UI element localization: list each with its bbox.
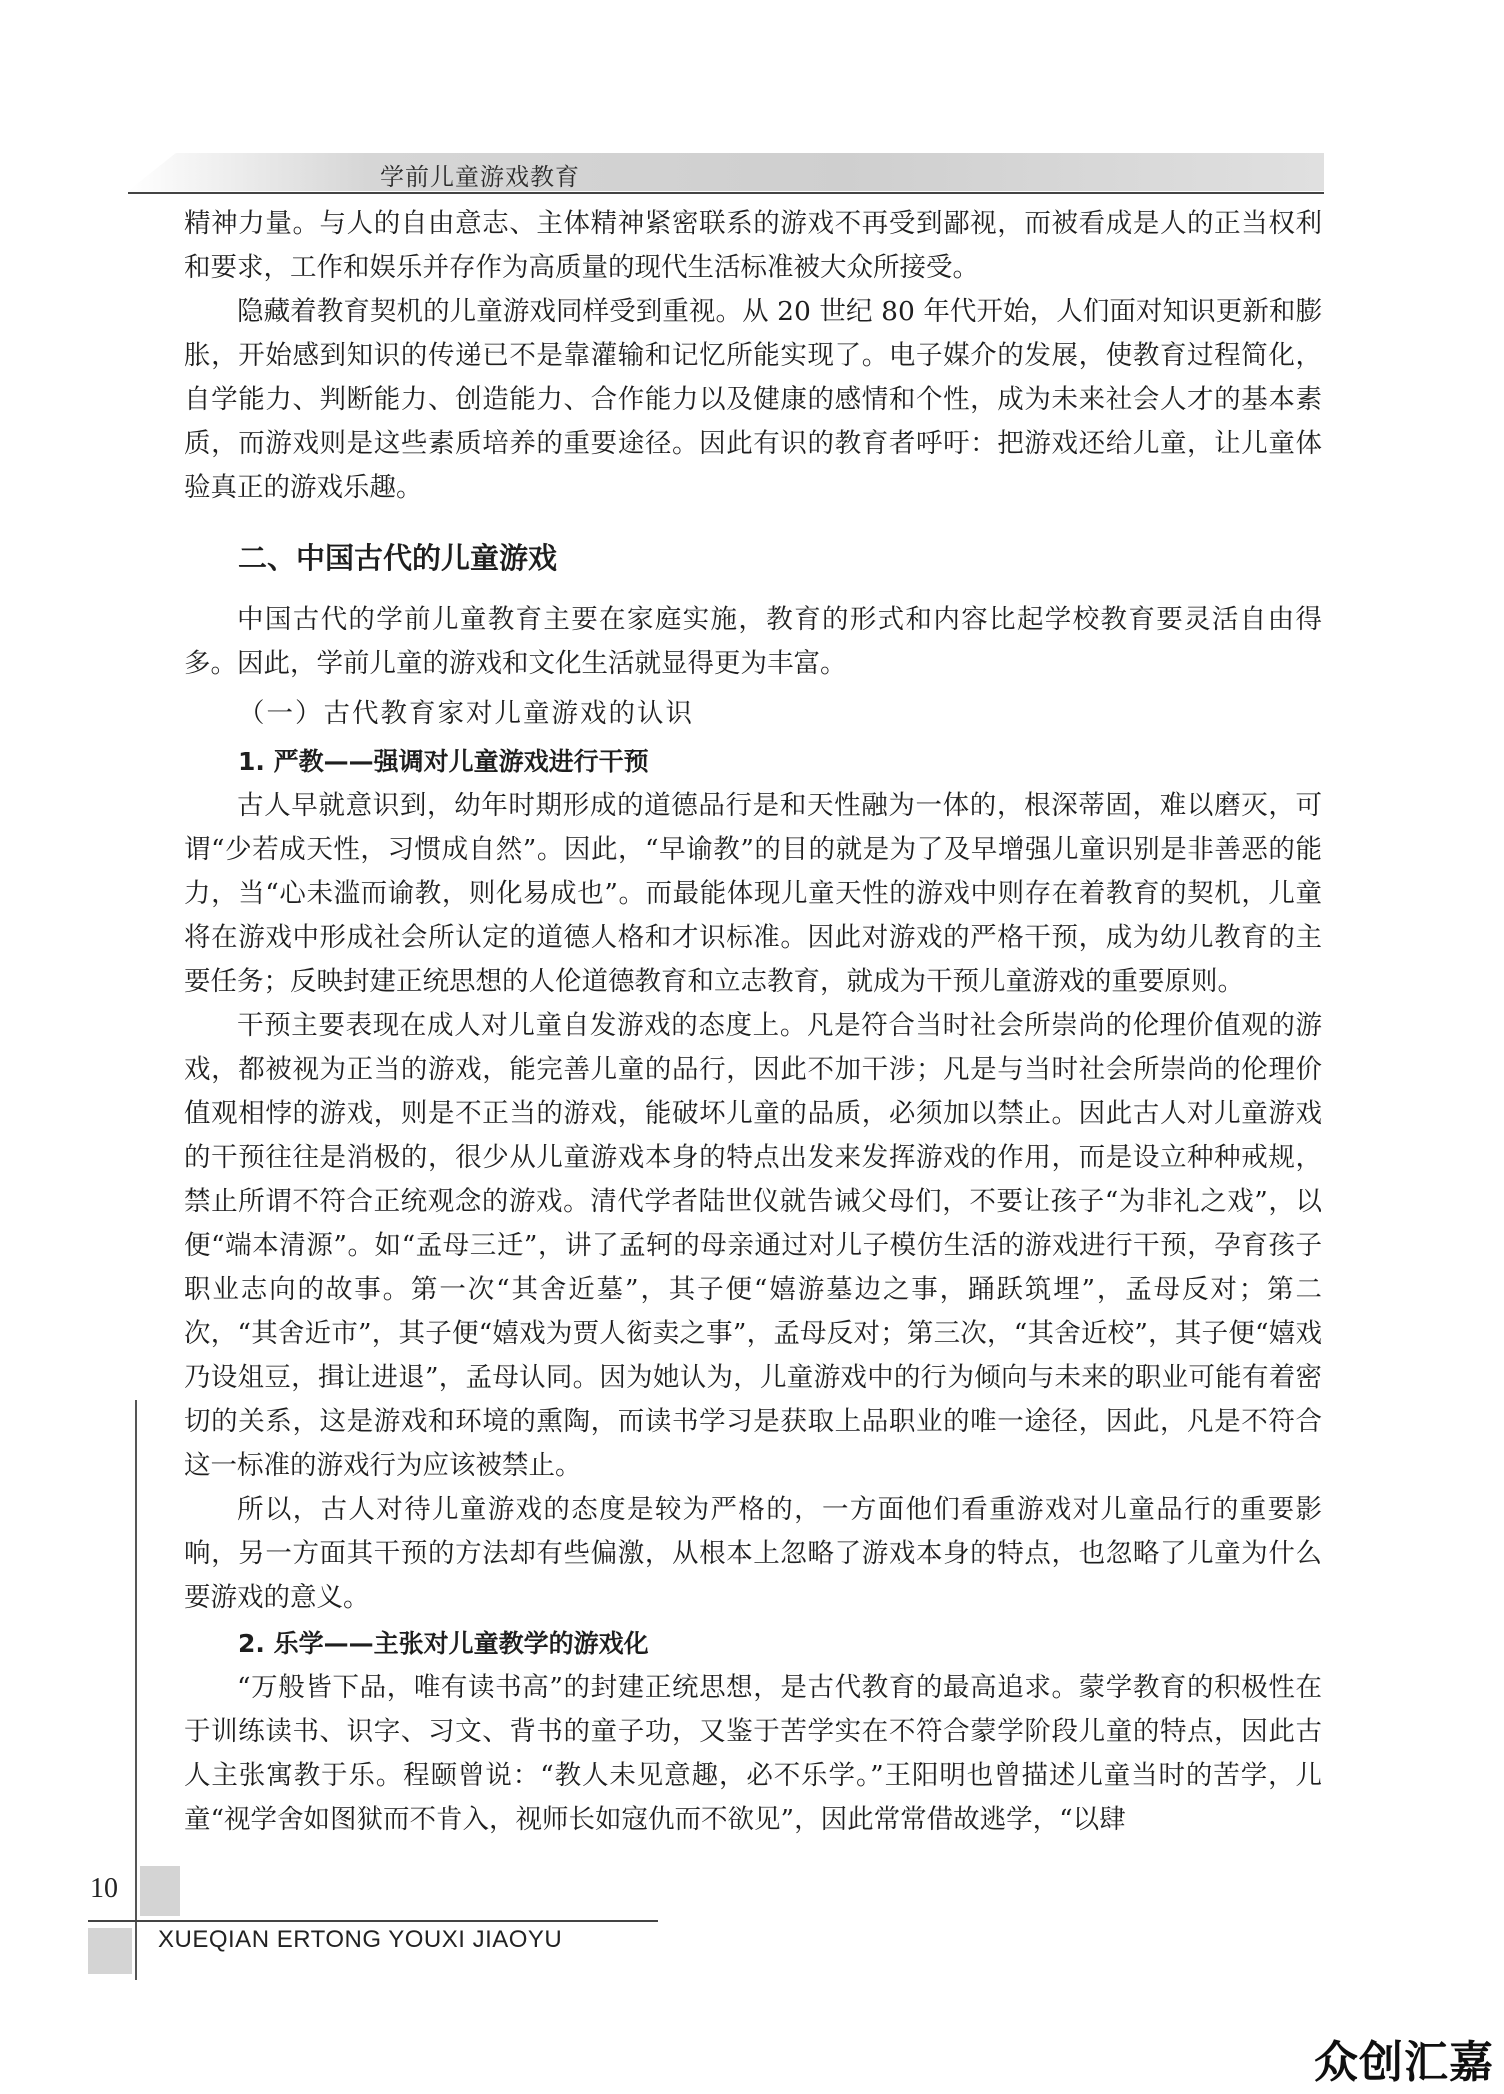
header-rule: [128, 192, 1324, 194]
footer-vertical-rule: [135, 1400, 137, 1980]
watermark-logo: 众创汇嘉: [1314, 2037, 1494, 2088]
item-heading-1: 1. 严教——强调对儿童游戏进行干预: [238, 747, 649, 776]
header-band: [128, 153, 1324, 191]
subsection-heading: （一）古代教育家对儿童游戏的认识: [238, 698, 694, 729]
footer-rule: [88, 1920, 658, 1922]
paragraph-1: 精神力量。与人的自由意志、主体精神紧密联系的游戏不再受到鄙视，而被看成是人的正当权利和要求，工作和娱乐并存作为高质量的现代生活标准被大众所接受。: [184, 208, 1322, 283]
paragraph-3: 中国古代的学前儿童教育主要在家庭实施，教育的形式和内容比起学校教育要灵活自由得多。因此，学前儿童的游戏和文化生活就显得更为丰富。: [184, 604, 1322, 679]
running-header-title: 学前儿童游戏教育: [380, 163, 580, 191]
item-heading-2: 2. 乐学——主张对儿童教学的游戏化: [238, 1629, 649, 1658]
body-text: [184, 202, 1322, 1842]
paragraph-7: “万般皆下品，唯有读书高”的封建正统思想，是古代教育的最高追求。蒙学教育的积极性在于训练读书、识字、习文、背书的童子功，又鉴于苦学实在不符合蒙学阶段儿童的特点，因此古人主张寓教于乐。程颐曾说：“教人未见意趣，必不乐学。”王阳明也曾描述儿童当时的苦学，儿童“视学舍如图狱而不肯入，视师长如寇仇而不欲见”，因此常常借故逃学，“以肆: [184, 1672, 1322, 1835]
paragraph-6: 所以，古人对待儿童游戏的态度是较为严格的，一方面他们看重游戏对儿童品行的重要影响，另一方面其干预的方法却有些偏激，从根本上忽略了游戏本身的特点，也忽略了儿童为什么要游戏的意义。: [184, 1494, 1322, 1613]
paragraph-2: 隐藏着教育契机的儿童游戏同样受到重视。从 20 世纪 80 年代开始，人们面对知识更新和膨胀，开始感到知识的传递已不是靠灌输和记忆所能实现了。电子媒介的发展，使教育过程简化，自学能力、判断能力、创造能力、合作能力以及健康的感情和个性，成为未来社会人才的基本素质，而游戏则是这些素质培养的重要途径。因此有识的教育者呼吁：把游戏还给儿童，让儿童体验真正的游戏乐趣。: [184, 296, 1322, 503]
paragraph-4: 古人早就意识到，幼年时期形成的道德品行是和天性融为一体的，根深蒂固，难以磨灭，可谓“少若成天性，习惯成自然”。因此，“早谕教”的目的就是为了及早增强儿童识别是非善恶的能力，当“心未滥而谕教，则化易成也”。而最能体现儿童天性的游戏中则存在着教育的契机，儿童将在游戏中形成社会所认定的道德人格和才识标准。因此对游戏的严格干预，成为幼儿教育的主要任务；反映封建正统思想的人伦道德教育和立志教育，就成为干预儿童游戏的重要原则。: [184, 790, 1322, 997]
page-number: 10: [90, 1873, 118, 1904]
paragraph-5: 干预主要表现在成人对儿童自发游戏的态度上。凡是符合当时社会所崇尚的伦理价值观的游戏，都被视为正当的游戏，能完善儿童的品行，因此不加干涉；凡是与当时社会所崇尚的伦理价值观相悖的游戏，则是不正当的游戏，能破坏儿童的品质，必须加以禁止。因此古人对儿童游戏的干预往往是消极的，很少从儿童游戏本身的特点出发来发挥游戏的作用，而是设立种种戒规，禁止所谓不符合正统观念的游戏。清代学者陆世仪就告诫父母们，不要让孩子“为非礼之戏”，以便“端本清源”。如“孟母三迁”，讲了孟轲的母亲通过对儿子模仿生活的游戏进行干预，孕育孩子职业志向的故事。第一次“其舍近墓”，其子便“嬉游墓边之事，踊跃筑埋”，孟母反对；第二次，“其舍近市”，其子便“嬉戏为贾人衒卖之事”，孟母反对；第三次，“其舍近校”，其子便“嬉戏乃设俎豆，揖让进退”，孟母认同。因为她认为，儿童游戏中的行为倾向与未来的职业可能有着密切的关系，这是游戏和环境的熏陶，而读书学习是获取上品职业的唯一途径，因此，凡是不符合这一标准的游戏行为应该被禁止。: [184, 1010, 1322, 1481]
footer-series-title: XUEQIAN ERTONG YOUXI JIAOYU: [158, 1926, 563, 1953]
section-heading: 二、中国古代的儿童游戏: [238, 541, 558, 575]
footer-gray-box-lower: [88, 1928, 132, 1974]
footer-gray-box: [140, 1866, 180, 1916]
